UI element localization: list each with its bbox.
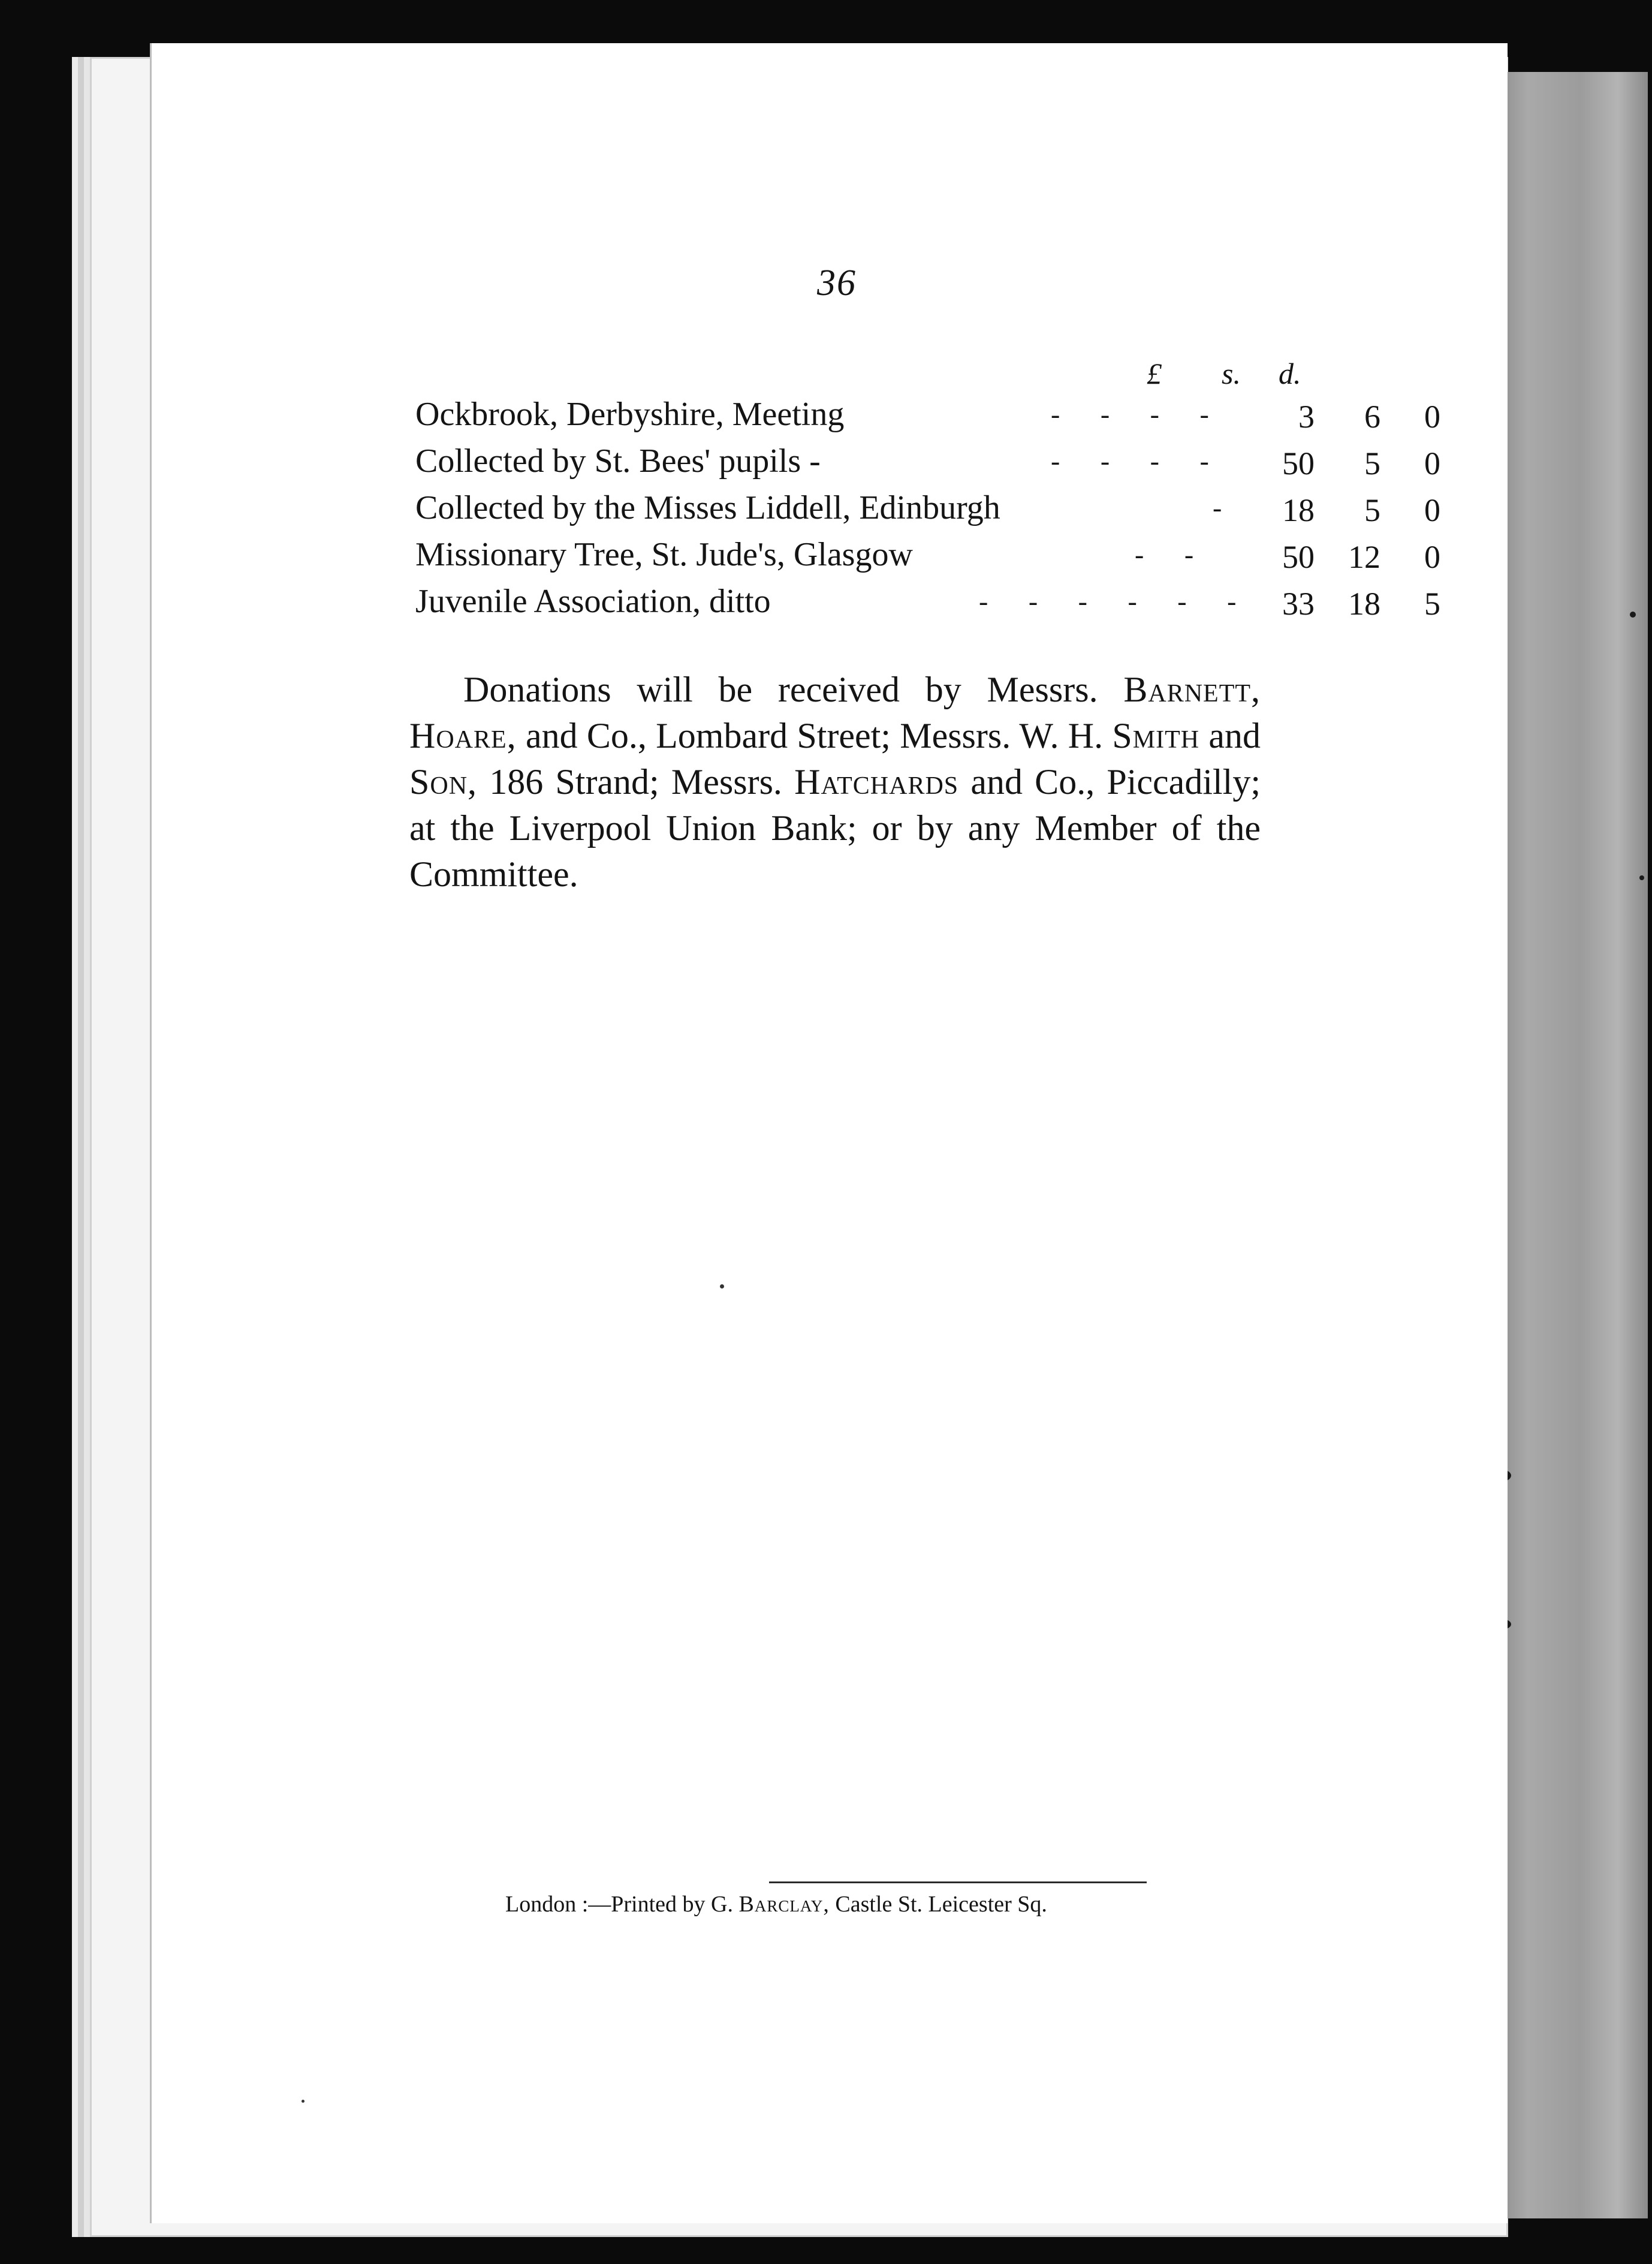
amount-pence: 0 — [1424, 445, 1440, 481]
imprint-divider — [769, 1881, 1147, 1883]
amount-shillings: 5 — [1364, 445, 1380, 481]
paper-speck — [302, 2100, 305, 2103]
pounds-column-header: £ — [1147, 357, 1162, 390]
amount-pence: 0 — [1424, 492, 1440, 528]
subscription-label: Collected by the Misses Liddell, Edinburgh — [415, 489, 1000, 526]
amount-pounds: 18 — [1282, 492, 1315, 528]
amount-shillings: 12 — [1348, 539, 1380, 575]
amount-pounds: 33 — [1282, 586, 1315, 622]
page-content — [152, 43, 1508, 2223]
book-fore-edge — [1496, 72, 1648, 2218]
amount-pence: 0 — [1424, 399, 1440, 435]
donations-text: 186 Strand; Messrs. — [489, 762, 782, 802]
seller-name-son: Son, — [409, 762, 478, 802]
amount-pounds: 50 — [1282, 539, 1315, 575]
page-number: 36 — [817, 263, 857, 303]
bank-name-barnett: Barnett, — [1123, 670, 1261, 709]
leader-dashes: - - — [1135, 539, 1211, 570]
printer-imprint — [505, 1891, 1047, 1917]
donations-text: Donations will be received by Messrs. — [463, 670, 1098, 709]
subscription-label: Juvenile Association, ditto — [415, 583, 771, 620]
list-item — [415, 578, 1440, 625]
subscription-list — [415, 391, 1440, 625]
amount-shillings: 5 — [1364, 492, 1380, 528]
subscription-label: Ockbrook, Derbyshire, Meeting — [415, 396, 845, 433]
subscription-label: Collected by St. Bees' pupils - — [415, 442, 821, 480]
amount-pence: 0 — [1424, 539, 1440, 575]
list-item — [415, 531, 1440, 578]
list-item — [415, 391, 1440, 438]
donations-paragraph — [409, 667, 1261, 898]
bank-name-hoare: Hoare, — [409, 716, 517, 755]
seller-name-smith: Smith — [1112, 716, 1200, 755]
imprint-suffix: Castle St. Leicester Sq. — [835, 1892, 1047, 1917]
pence-column-header: d. — [1279, 357, 1301, 390]
amount-pounds: 3 — [1298, 399, 1315, 435]
shillings-column-header: s. — [1222, 357, 1241, 390]
donations-text: and Co., Lombard Street; Messrs. W. H. — [525, 716, 1104, 755]
amount-pence: 5 — [1424, 586, 1440, 622]
page-sheet — [150, 43, 1508, 2223]
donations-text: and Co., Piccadilly; at the Liverpool Union Bank; or by any Member of the Committee. — [409, 762, 1261, 894]
donations-text: and — [1208, 716, 1261, 755]
imprint-printer: Barclay, — [738, 1892, 830, 1917]
leader-dashes: - — [1213, 492, 1239, 523]
list-item — [415, 438, 1440, 484]
seller-name-hatchards: Hatchards — [794, 762, 959, 802]
amount-shillings: 18 — [1348, 586, 1380, 622]
leader-dashes: - - - - — [1051, 399, 1226, 429]
leader-dashes: - - - - - - — [979, 586, 1253, 616]
imprint-prefix: London :—Printed by G. — [505, 1892, 733, 1917]
paper-speck — [720, 1284, 724, 1288]
list-item — [415, 484, 1440, 531]
amount-shillings: 6 — [1364, 399, 1380, 435]
subscription-label: Missionary Tree, St. Jude's, Glasgow — [415, 536, 913, 573]
leader-dashes: - - - - — [1051, 445, 1226, 476]
amount-pounds: 50 — [1282, 445, 1315, 481]
